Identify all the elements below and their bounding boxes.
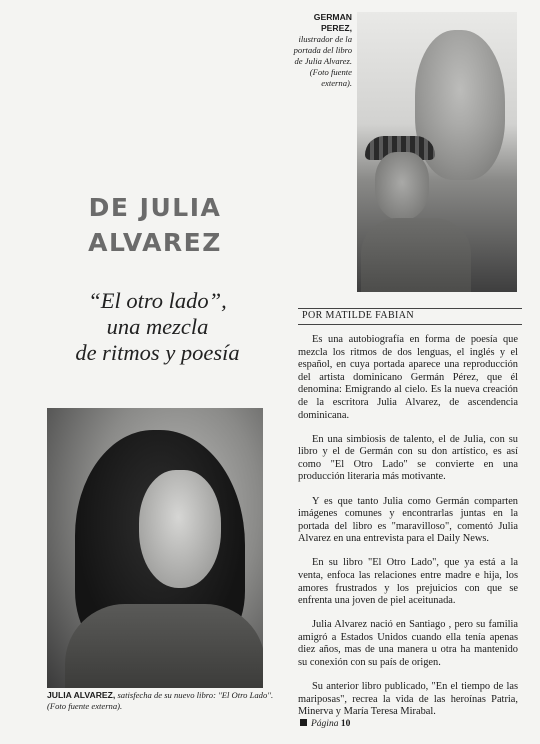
- face: [139, 470, 221, 588]
- caption-text: ilustrador de la portada del libro de Julia Alvarez. (Foto fuente externa).: [293, 34, 352, 88]
- caption-text: satisfecha de su nuevo libro: ''El Otro Lado''. (Foto fuente externa).: [47, 690, 274, 711]
- caption-name: GERMAN PEREZ,: [313, 12, 352, 33]
- shirt: [361, 218, 471, 292]
- paragraph: Su anterior libro publicado, "En el tiempo de las mariposas", recrea la vida de las heroínas Patria, Minerva y María Teresa Mirabal.: [298, 681, 518, 718]
- subhead-line-3: de ritmos y poesía: [75, 340, 240, 365]
- paragraph: En su libro "El Otro Lado", que ya está a la venta, enfoca las relaciones entre madre e hija, los amores frustrados y los prejuicios con que se enfrenta una joven de piel aceitunada.: [298, 557, 518, 607]
- shoulders: [65, 604, 263, 688]
- page-number-value: 10: [340, 719, 351, 729]
- article-body: [298, 334, 518, 730]
- subhead-line-1: “El otro lado”,: [88, 288, 227, 313]
- subheadline: [50, 288, 265, 366]
- photo-german-perez: [357, 12, 517, 292]
- headline: [50, 190, 260, 260]
- face: [375, 152, 429, 220]
- subhead-line-2: una mezcla: [106, 314, 209, 339]
- paragraph: En una simbiosis de talento, el de Julia, con su libro y el de Germán con su don artístico, es así como "El Otro Lado" se convierte en una producción literaria más motivante.: [298, 433, 518, 483]
- paragraph: Es una autobiografía en forma de poesía que mezcla los ritmos de dos lenguas, el inglés y el español, en cuya portada aparece una reproducción del artista dominicano Germán Pérez, que él denomina: Emigrando al cielo. Es la nueva creación de la escritora Julia Alvarez, de ascendencia dominicana.: [298, 334, 518, 421]
- headline-line-1: DE JULIA: [88, 193, 222, 222]
- page-label: Página: [311, 719, 339, 729]
- photo-caption-alvarez: [47, 690, 277, 712]
- byline: POR MATILDE FABIAN: [298, 308, 522, 325]
- photo-julia-alvarez: [47, 408, 263, 688]
- square-bullet-icon: [300, 719, 307, 726]
- headline-line-2: ALVAREZ: [88, 228, 222, 257]
- page-number: [300, 719, 350, 729]
- paragraph: Y es que tanto Julia como Germán comparten imágenes comunes y encontrarlas juntas en la portada del libro es "maravilloso", comentó Julia Alvarez en una entrevista para el Daily News.: [298, 495, 518, 545]
- photo-caption-perez: [292, 12, 352, 89]
- caption-name: JULIA ALVAREZ,: [47, 690, 116, 700]
- paragraph: Julia Alvarez nació en Santiago , pero su familia amigró a Estados Unidos cuando ella tenía apenas diez años, mas de una manera u otra ha mantenido su conexión con su país de origen.: [298, 619, 518, 669]
